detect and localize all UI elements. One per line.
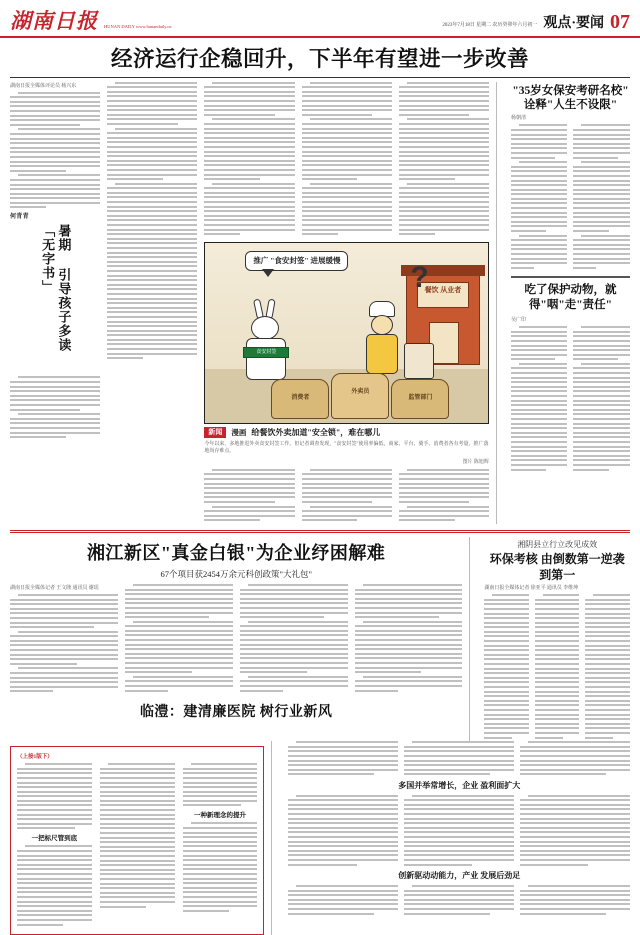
opinion-headline-1: "35岁女保安考研名校" 诠释"人生不设限" <box>512 84 629 112</box>
right-feature <box>484 537 630 741</box>
body-text <box>17 763 92 829</box>
body-text <box>520 795 630 869</box>
body-text <box>288 795 398 869</box>
feature-headline: 湘江新区"真金白银"为企业纾困解难 <box>86 542 386 563</box>
news-tag: 新闻 <box>204 427 226 438</box>
question-mark-icon: ? <box>410 260 429 294</box>
lead-headline: 经济运行企稳回升，下半年有望进一步改善 <box>110 47 529 71</box>
right-byline: 湖南日报全媒体记者 徐亚平 通讯员 李维坤 <box>484 586 579 592</box>
body-text <box>288 741 398 778</box>
body-text <box>404 741 514 778</box>
body-text <box>288 885 398 917</box>
middle-section <box>0 533 640 741</box>
body-text <box>240 584 348 695</box>
body-text <box>511 326 568 473</box>
body-text <box>404 885 514 917</box>
article-column-2 <box>107 82 197 524</box>
article-column-1 <box>10 82 100 524</box>
body-shape <box>246 338 286 380</box>
continued-from-label: （上接1版下） <box>17 754 53 761</box>
column-divider <box>496 82 504 524</box>
masthead-left <box>10 11 172 32</box>
page-number: 07 <box>610 11 630 33</box>
body-text <box>511 124 568 271</box>
redbox-columns <box>17 763 257 928</box>
cartoon-caption-sub: 今年以来，多地推进外卖食安封签工作。但记者调查发现，"食安封签"使用率偏低，商家、平台、骑手、消费者各有考量，推广落地尚存难点。 <box>204 441 489 455</box>
top-columns <box>10 82 630 524</box>
masthead-website: HUNAN DAILY www.hunandaily.cn <box>104 24 172 30</box>
body-text <box>573 124 630 271</box>
masthead <box>0 0 640 38</box>
chef-character-icon <box>362 301 402 375</box>
bottom-section <box>0 741 640 935</box>
redbox-subhead-2: 一种新理念的提升 <box>194 812 247 820</box>
body-text <box>17 845 92 925</box>
masthead-right <box>442 12 630 32</box>
body-text <box>355 584 463 695</box>
body-text <box>520 741 630 778</box>
redbox-col-1 <box>17 763 92 928</box>
body-text <box>204 469 294 524</box>
continued-article-box <box>10 746 264 935</box>
feature-headline-2: 临澧：建清廉医院 树行业新风 <box>139 705 333 721</box>
sandbag-courier: 外卖员 <box>331 373 389 419</box>
newspaper-logo: 湖南日报 <box>10 9 98 33</box>
sandbag-regulator: 监管部门 <box>391 379 449 419</box>
feature-byline: 湖南日报全媒体记者 王文隆 通讯员 谢瑶 <box>10 585 99 591</box>
bottom-subhead-1: 多国并举常增长，企业 盈利面扩大 <box>398 780 521 790</box>
feature-col-1 <box>10 584 118 695</box>
body-text <box>404 795 514 869</box>
body-text <box>100 763 175 907</box>
opinion-headline-2: 吃了保护动物，就得"咽"走"责任" <box>524 284 617 311</box>
body-text <box>10 92 100 209</box>
body-text <box>573 326 630 473</box>
opinion-column <box>511 82 630 524</box>
bottom-right-column <box>286 741 630 935</box>
right-headline: 环保考核 由倒数第一逆袭到第一 <box>489 551 625 582</box>
divider <box>511 276 630 278</box>
top-section <box>0 38 640 524</box>
divider <box>10 77 630 78</box>
body-text <box>204 82 294 238</box>
shop-sign-label: 餐饮 从业者 <box>417 282 469 308</box>
body-text <box>107 82 197 360</box>
cartoon-tag: 漫画 <box>231 427 247 437</box>
lead-byline: 湖南日报全媒体评论员 杨兴东 <box>10 83 77 89</box>
feature-article <box>10 537 462 741</box>
cartoon-caption-row <box>204 427 489 438</box>
opinion-byline-2: 吴广印 <box>510 318 526 324</box>
body-text <box>10 594 118 692</box>
cartoon-credit: 图片 陈旭辉 <box>462 459 489 465</box>
feature-subhead: 67个项目获2454万余元科创政策"大礼包" <box>160 568 312 579</box>
body-text <box>520 885 630 917</box>
section-title: 观点·要闻 <box>543 16 604 31</box>
cartoon-caption: 给餐饮外卖加道"安全锁"，难在哪儿 <box>251 427 381 437</box>
column-divider <box>271 741 279 935</box>
sandbag-consumer: 消费者 <box>271 379 329 419</box>
bottom-subhead-2: 创新驱动动能力，产业 发展后劲足 <box>398 871 521 881</box>
editorial-cartoon <box>204 242 489 424</box>
body-text <box>125 584 233 695</box>
body-text <box>399 82 489 238</box>
redbox-col-2 <box>100 763 175 928</box>
food-seal-label: 食安封签 <box>243 347 289 358</box>
opinion-byline-1: 杨朝清 <box>510 116 526 122</box>
middle-columns <box>10 537 630 741</box>
body-text <box>10 376 100 438</box>
body-text <box>302 469 392 524</box>
takeout-bag-icon <box>404 343 434 379</box>
secondary-article-kicker: 何青青 <box>10 214 29 221</box>
head-shape <box>371 315 393 335</box>
body-text <box>535 594 580 741</box>
body-text <box>183 763 258 806</box>
publication-date: 2023年7月18日 星期二 农历癸卯年六月初一 <box>442 23 538 28</box>
body-text <box>585 594 630 741</box>
body-text <box>183 822 258 911</box>
vertical-headline: 暑期 引导孩子多读「无字书」 <box>40 224 72 353</box>
article-column-3 <box>204 82 489 524</box>
right-kicker: 湘阴县立行立改见成效 <box>517 539 598 549</box>
redbox-col-3 <box>183 763 258 928</box>
redbox-subhead-1: 一把标尺管到底 <box>31 835 78 843</box>
body-shape <box>366 334 398 374</box>
body-text <box>302 82 392 238</box>
column-divider <box>469 537 477 741</box>
speech-bubble: 推广 "食安封签" 进展缓慢 <box>245 251 348 271</box>
head-shape <box>251 316 279 340</box>
body-text <box>399 469 489 524</box>
rabbit-character-icon <box>241 299 293 383</box>
body-text <box>484 594 529 741</box>
